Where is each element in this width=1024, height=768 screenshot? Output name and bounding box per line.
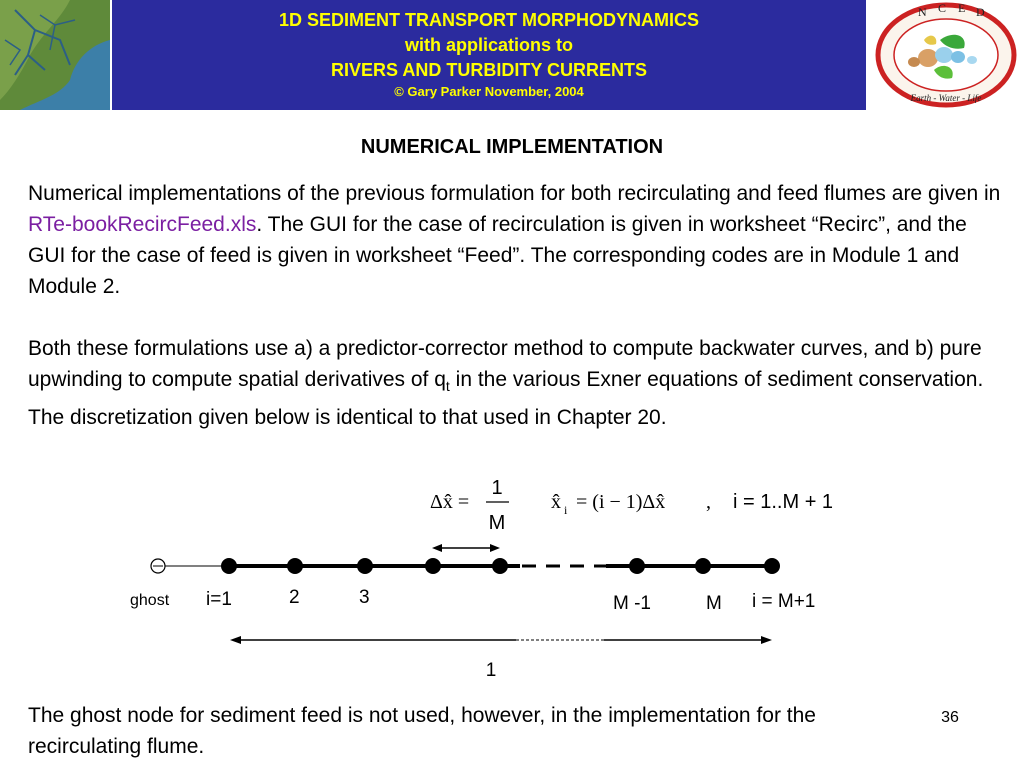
label-i-1: i=1: [206, 589, 232, 610]
label-m: M: [706, 593, 722, 614]
length-arrow-left-head: [230, 636, 241, 644]
title-line-1: 1D SEDIMENT TRANSPORT MORPHODYNAMICS: [278, 10, 700, 30]
copyright-line: © Gary Parker November, 2004: [394, 84, 584, 99]
formula-dx-denominator: M: [488, 512, 506, 534]
formula-dx-numerator: 1: [491, 477, 503, 499]
paragraph-implementations: [28, 178, 1003, 302]
title-line-3: RIVERS AND TURBIDITY CURRENTS: [330, 60, 648, 80]
node-2: [287, 558, 303, 574]
formula-x-lhs: x̂: [551, 491, 561, 513]
spreadsheet-link[interactable]: RTe-bookRecircFeed.xls: [28, 213, 257, 236]
label-2: 2: [289, 587, 300, 608]
header-band: [0, 0, 1024, 110]
logo-letter-n: N: [918, 5, 927, 19]
paragraph-1-text-a: Numerical implementations of the previous formulation for both recirculating and feed flumes are given in: [28, 182, 1001, 205]
label-m-minus-1: M -1: [613, 593, 651, 614]
formula-x-rhs: = (i − 1)Δx̂: [576, 491, 666, 513]
title-banner: [112, 0, 866, 110]
length-arrow-right-head: [761, 636, 772, 644]
node-m-plus-1: [764, 558, 780, 574]
node-m-minus-1: [629, 558, 645, 574]
logo-letter-c: C: [938, 1, 947, 15]
node-4: [425, 558, 441, 574]
label-ghost: ghost: [130, 592, 170, 609]
section-heading: NUMERICAL IMPLEMENTATION: [360, 136, 664, 158]
node-i-1: [221, 558, 237, 574]
dx-arrow-right-head: [490, 544, 500, 552]
nced-logo: [868, 0, 1024, 110]
node-5: [492, 558, 508, 574]
label-3: 3: [359, 587, 370, 608]
label-m-plus-1: i = M+1: [752, 591, 816, 612]
paragraph-1-text-b: . The GUI for the case of recirculation is given in worksheet “Recirc”, and the GUI for the case of feed is given in worksheet “Feed”. The corresponding codes are in Module 1 and Module 2.: [28, 213, 967, 298]
formula-x-subscript: i: [564, 503, 568, 517]
formula-dx-lhs: Δx̂ =: [430, 491, 470, 513]
discretization-diagram: [0, 470, 1024, 710]
paragraph-formulations: [28, 333, 1003, 433]
paragraph-2-text-a: Both these formulations use a) a predictor-corrector method to compute backwater curves, and b) pure upwinding to compute spatial derivatives of q: [28, 337, 982, 391]
paragraph-2-text-b: in the various Exner equations of sediment conservation. The discretization given below is identical to that used in Chapter 20.: [28, 368, 984, 429]
formula-separator: ,: [706, 491, 711, 513]
logo-letter-e: E: [958, 1, 966, 15]
logo-ring-text: Earth - Water - Life: [910, 93, 982, 103]
title-line-2: with applications to: [404, 35, 573, 55]
delta-satellite-image: [0, 0, 110, 110]
subscript-t: t: [445, 378, 450, 394]
dx-arrow-left-head: [432, 544, 442, 552]
node-3: [357, 558, 373, 574]
formula-range: i = 1..M + 1: [733, 491, 834, 513]
node-m: [695, 558, 711, 574]
paragraph-ghost-node: The ghost node for sediment feed is not used, however, in the implementation for the recirculating flume.: [28, 704, 816, 758]
page-number: 36: [941, 709, 959, 726]
length-label: 1: [485, 660, 497, 681]
logo-letter-d: D: [976, 5, 985, 19]
